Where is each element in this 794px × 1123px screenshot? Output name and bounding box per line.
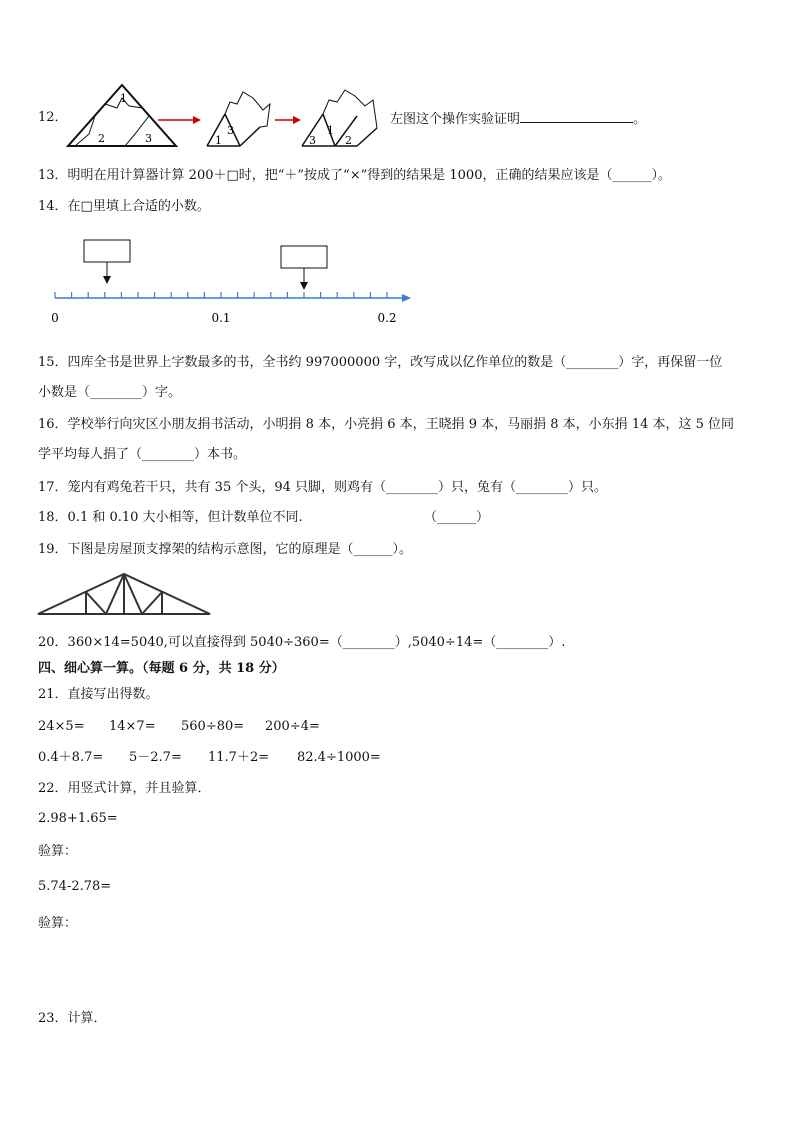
- q18-text: 18．0.1 和 0.10 大小相等，但计数单位不同.: [38, 510, 303, 525]
- q12-label-2c: 2: [345, 134, 352, 147]
- q14-number-line: [50, 232, 430, 332]
- q12-label-3b: 1: [215, 134, 222, 147]
- q22-check2: 验算：: [38, 916, 78, 931]
- q14-tick-label-0: 0: [51, 311, 59, 325]
- q12-text: 左图这个操作实验证明: [390, 112, 521, 127]
- q14-axis-arrow: [402, 294, 411, 302]
- q12-arrow-1: [158, 116, 201, 124]
- q12-label-3c: 3: [309, 134, 316, 147]
- q12-end: 。: [633, 112, 647, 127]
- q21-r2c2: 5－2.7=: [129, 750, 182, 765]
- q12-number: 12．: [38, 110, 68, 125]
- q14-box-2: [281, 246, 327, 268]
- q18-answer[interactable]: （______）: [424, 510, 490, 525]
- q12-triangle-figure: [65, 82, 395, 152]
- section4-title: 四、细心算一算。（每题 6 分，共 18 分）: [38, 661, 285, 676]
- q12-label-1c: 1: [327, 124, 334, 137]
- q19-roof-truss: [38, 572, 210, 618]
- q17-text: 17．笼内有鸡兔若干只，共有 35 个头，94 只脚，则鸡有（________）只，兔有（________）只。: [38, 480, 608, 495]
- q14-tick-label-1: 0.1: [211, 311, 231, 325]
- q16-line1: 16．学校举行向灾区小朋友捐书活动，小明捐 8 本，小亮捐 6 本，王晓捐 9 本，马丽捐 8 本，小东捐 14 本，这 5 位同: [38, 417, 735, 432]
- q14-tick-label-2: 0.2: [377, 311, 397, 325]
- q21-r1c4: 200÷4=: [265, 719, 320, 734]
- q22-expr2: 5.74-2.78=: [38, 879, 112, 894]
- q21-r2c4: 82.4÷1000=: [297, 750, 381, 765]
- q12-arrow-2: [275, 116, 301, 124]
- q16-line2: 学平均每人捐了（________）本书。: [38, 447, 247, 462]
- q12-statement: [390, 109, 646, 129]
- q13-text: 13．明明在用计算器计算 200＋□时，把“＋”按成了“×”得到的结果是 1000，正确的结果应该是（______）。: [38, 168, 671, 183]
- q12-label-3a: 3: [145, 132, 152, 145]
- q14-ticks: [55, 292, 387, 298]
- q20-text: 20．360×14=5040,可以直接得到 5040÷360=（________）,5040÷14=（________）.: [38, 635, 566, 650]
- q14-box-2-arrowhead: [300, 282, 308, 290]
- q14-box-1-arrowhead: [103, 276, 111, 284]
- q21-r2c3: 11.7＋2=: [208, 750, 270, 765]
- q15-line2: 小数是（________）字。: [38, 385, 182, 400]
- q14-text: 14．在□里填上合适的小数。: [38, 199, 210, 214]
- q21-r1c1: 24×5=: [38, 719, 85, 734]
- q12-label-1a: 1: [120, 92, 127, 105]
- q15-line1: 15．四库全书是世界上字数最多的书，全书约 997000000 字，改写成以亿作单位的数是（________）字，再保留一位: [38, 355, 723, 370]
- q23-title: 23．计算．: [38, 1011, 107, 1026]
- q21-r1c2: 14×7=: [109, 719, 156, 734]
- q14-box-1: [84, 240, 130, 262]
- q12-label-2a: 2: [98, 132, 105, 145]
- q21-r1c3: 560÷80=: [181, 719, 245, 734]
- q22-expr1: 2.98+1.65=: [38, 811, 118, 826]
- q21-title: 21．直接写出得数。: [38, 687, 159, 702]
- q19-text: 19．下图是房屋顶支撑架的结构示意图，它的原理是（______）。: [38, 542, 413, 557]
- q12-label-1b: 3: [227, 124, 234, 137]
- q22-title: 22．用竖式计算，并且验算．: [38, 781, 211, 796]
- q22-check1: 验算：: [38, 844, 78, 859]
- q12-answer-blank[interactable]: [520, 109, 633, 123]
- q21-r2c1: 0.4＋8.7=: [38, 750, 104, 765]
